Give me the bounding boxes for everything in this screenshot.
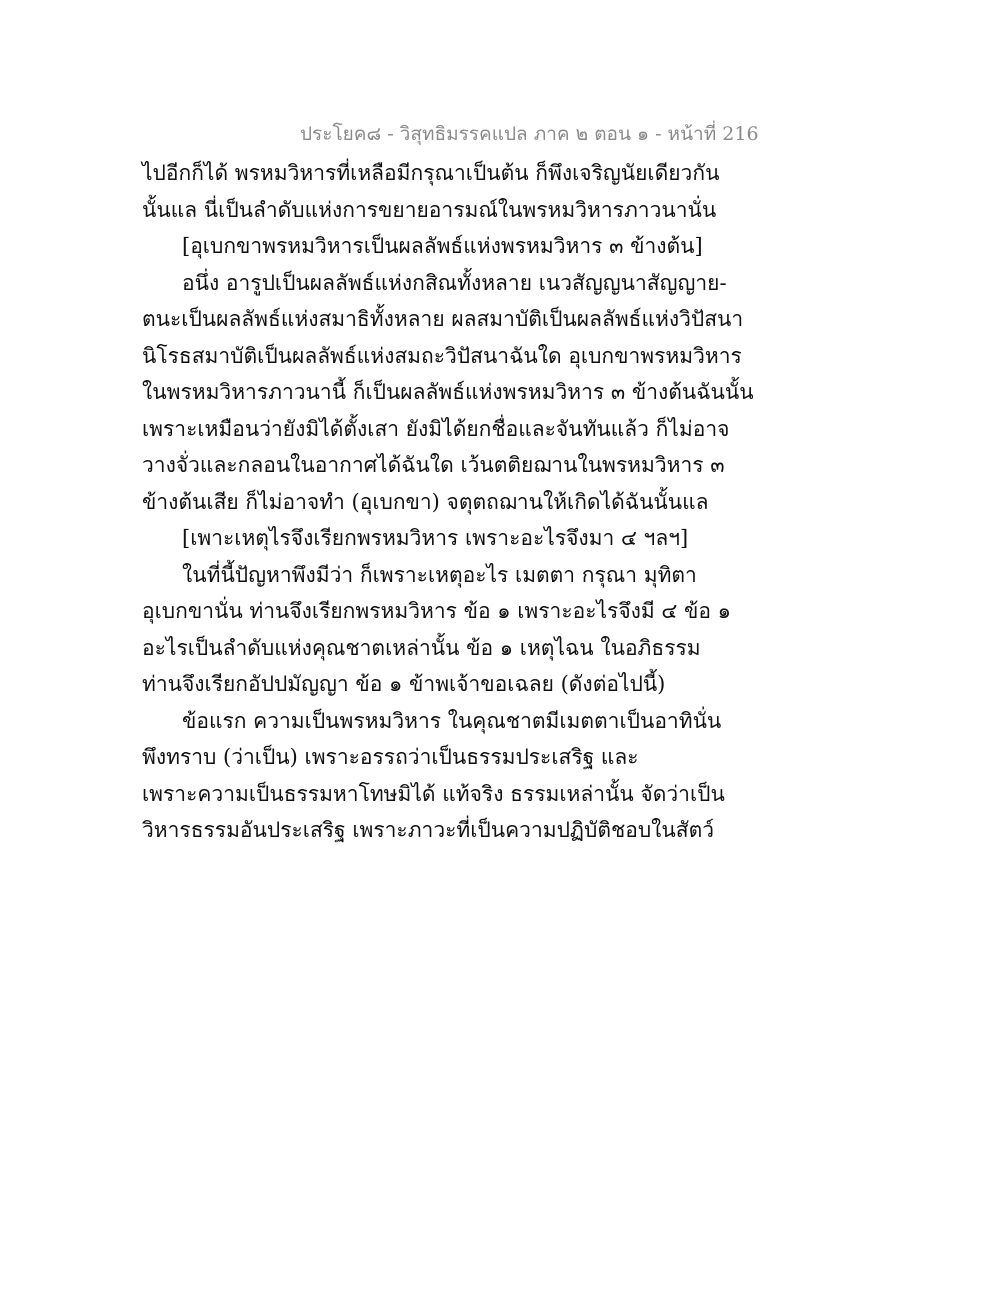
text-line: พึงทราบ (ว่าเป็น) เพราะอรรถว่าเป็นธรรมประเสริฐ และ [142, 745, 639, 769]
text-line: วิหารธรรมอันประเสริฐ เพราะภาวะที่เป็นความปฏิบัติชอบในสัตว์ [142, 818, 715, 842]
text-line: นั้นแล นี่เป็นลำดับแห่งการขยายอารมณ์ในพรหมวิหารภาวนานั่น [142, 197, 717, 222]
text-line: ในพรหมวิหารภาวนานี้ ก็เป็นผลลัพธ์แห่งพรหมวิหาร ๓ ข้างต้นฉันนั้น [142, 380, 754, 404]
text-line: ท่านจึงเรียกอัปปมัญญา ข้อ ๑ ข้าพเจ้าขอเฉลย (ดังต่อไปนี้) [142, 672, 666, 696]
text-line: ข้างต้นเสีย ก็ไม่อาจทำ (อุเบกขา) จตุตถฌานให้เกิดได้ฉันนั้นแล [142, 489, 709, 514]
section-heading: [เพาะเหตุไรจึงเรียกพรหมวิหาร เพราะอะไรจึงมา ๔ ฯลฯ] [182, 526, 689, 550]
text-line: ข้อแรก ความเป็นพรหมวิหาร ในคุณชาตมีเมตตาเป็นอาทินั่น [182, 708, 722, 733]
text-line: นิโรธสมาบัติเป็นผลลัพธ์แห่งสมถะวิปัสนาฉันใด อุเบกขาพรหมวิหาร [142, 343, 742, 368]
text-line: อุเบกขานั่น ท่านจึงเรียกพรหมวิหาร ข้อ ๑ เพราะอะไรจึงมี ๔ ข้อ ๑ [142, 599, 731, 623]
section-heading: [อุเบกขาพรหมวิหารเป็นผลลัพธ์แห่งพรหมวิหาร ๓ ข้างต้น] [182, 234, 703, 258]
text-line: วางจั่วและกลอนในอากาศได้ฉันใด เว้นตติยฌานในพรหมวิหาร ๓ [142, 453, 725, 477]
text-line: ไปอีกก็ได้ พรหมวิหารที่เหลือมีกรุณาเป็นต้น ก็พึงเจริญนัยเดียวกัน [142, 161, 720, 185]
text-line: ตนะเป็นผลลัพธ์แห่งสมาธิทั้งหลาย ผลสมาบัติเป็นผลลัพธ์แห่งวิปัสนา [142, 307, 744, 331]
text-line: อนึ่ง อารูปเป็นผลลัพธ์แห่งกสิณทั้งหลาย เนวสัญญนาสัญญาย- [182, 270, 727, 295]
text-line: อะไรเป็นลำดับแห่งคุณชาตเหล่านั้น ข้อ ๑ เหตุไฉน ในอภิธรรม [142, 635, 701, 660]
text-line: เพราะความเป็นธรรมหาโทษมิได้ แท้จริง ธรรมเหล่านั้น จัดว่าเป็น [142, 781, 725, 806]
text-line: ในที่นี้ปัญหาพึงมีว่า ก็เพราะเหตุอะไร เมตตา กรุณา มุทิตา [182, 562, 697, 587]
page-body [142, 155, 754, 849]
running-header: ประโยค๘ - วิสุทธิมรรคแปล ภาค ๒ ตอน ๑ - หน้าที่ 216 [300, 123, 759, 145]
text-line: เพราะเหมือนว่ายังมิได้ตั้งเสา ยังมิได้ยกชื่อและจันทันแล้ว ก็ไม่อาจ [142, 416, 730, 441]
